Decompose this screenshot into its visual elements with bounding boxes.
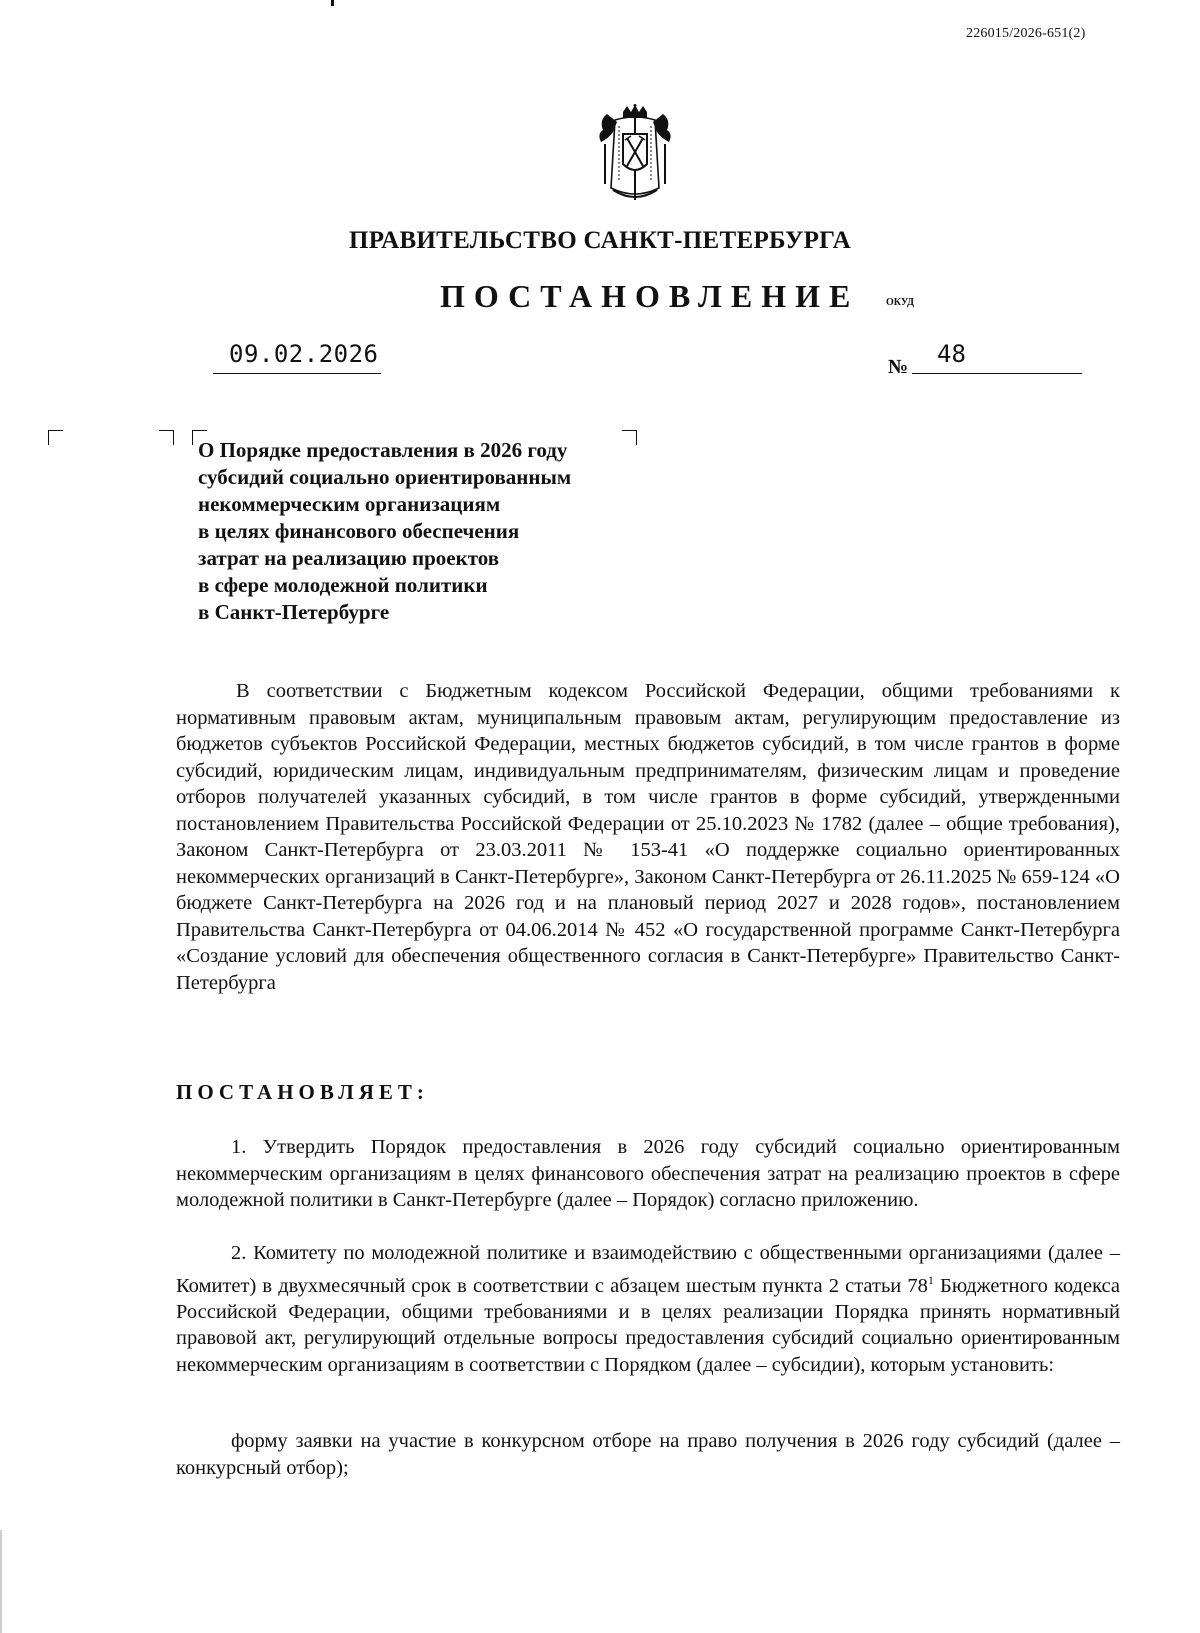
okud-label: ОКУД [886, 297, 915, 308]
resolves-heading: ПОСТАНОВЛЯЕТ: [176, 1080, 429, 1104]
subject-line: в целях финансового обеспечения [198, 519, 520, 543]
document-number: 48 [937, 340, 966, 368]
preamble-paragraph: В соответствии с Бюджетным кодексом Российской Федерации, общими требованиями к нормативным правовым актам, муниципальным правовым актам, регулирующим предоставление из бюджетов субъектов Российской Федерации, местных бюджетов субсидий, в том числе грантов в форме субсидий, юридическим лицам, индивидуальным предпринимателям, физическим лицам и проведение отборов получателей указанных субсидий, в том числе грантов в форме субсидий, утвержденными постановлением Правительства Российской Федерации от 25.10.2023 № 1782 (далее – общие требования), Законом Санкт-Петербурга от 23.03.2011 № 153-41 «О поддержке социально ориентированных некоммерческих организаций в Санкт-Петербурге», Законом Санкт-Петербурга от 26.11.2025 № 659-124 «О бюджете Санкт-Петербурга на 2026 год и на плановый период 2027 и 2028 годов», постановлением Правительства Санкт-Петербурга от 04.06.2014 № 452 «О государственной программе Санкт-Петербурга «Создание условий для обеспечения общественного согласия в Санкт-Петербурге» Правительство Санкт-Петербурга [176, 680, 1120, 994]
item-1-paragraph: 1. Утвердить Порядок предоставления в 2026 году субсидий социально ориентированным некоммерческим организациям в целях финансового обеспечения затрат на реализацию проектов в сфере молодежной политики в Санкт-Петербурге (далее – Порядок) согласно приложению. [176, 1136, 1120, 1211]
document-type: ПОСТАНОВЛЕНИЕ [440, 278, 860, 314]
subject-line: в сфере молодежной политики [198, 573, 488, 597]
item-2-text-b: Бюджетного кодекса Российской Федерации, общими требованиями и в целях реализации Порядка принять нормативный правовой акт, регулирующий отдельные вопросы предоставления субсидий социально ориентированным некоммерческим организациям в соответствии с Порядком (далее – субсидии), которым установить: [176, 1274, 1120, 1376]
subject-line: затрат на реализацию проектов [198, 546, 500, 570]
item-2-paragraph [176, 1240, 1120, 1378]
subject-line: в Санкт-Петербурге [198, 600, 390, 624]
item-2-subparagraph: форму заявки на участие в конкурсном отборе на право получения в 2026 году субсидий (далее – конкурсный отбор); [176, 1430, 1120, 1479]
corner-mark [159, 430, 174, 445]
subject-line: О Порядке предоставления в 2026 году [198, 438, 568, 462]
article-superscript: 1 [927, 1272, 934, 1287]
subject-line: субсидий социально ориентированным [198, 465, 572, 489]
document-code: 226015/2026-651(2) [966, 26, 1086, 41]
government-title: ПРАВИТЕЛЬСТВО САНКТ-ПЕТЕРБУРГА [348, 227, 852, 254]
scan-mark [331, 0, 334, 6]
coat-of-arms-icon [585, 104, 685, 204]
scan-edge [0, 1530, 2, 1633]
subject-line: некоммерческим организациям [198, 492, 501, 516]
number-underline [912, 373, 1082, 374]
item-2-text-a: 2. Комитету по молодежной политике и взаимодействию с общественными организациями (далее – Комитет) в двухмесячный срок в соответствии с абзацем шестым пункта 2 статьи 78 [176, 1242, 1120, 1297]
date-underline [213, 373, 381, 374]
document-date: 09.02.2026 [229, 340, 379, 368]
corner-mark [48, 430, 63, 445]
document-subject [198, 437, 628, 626]
number-label: № [888, 356, 909, 378]
